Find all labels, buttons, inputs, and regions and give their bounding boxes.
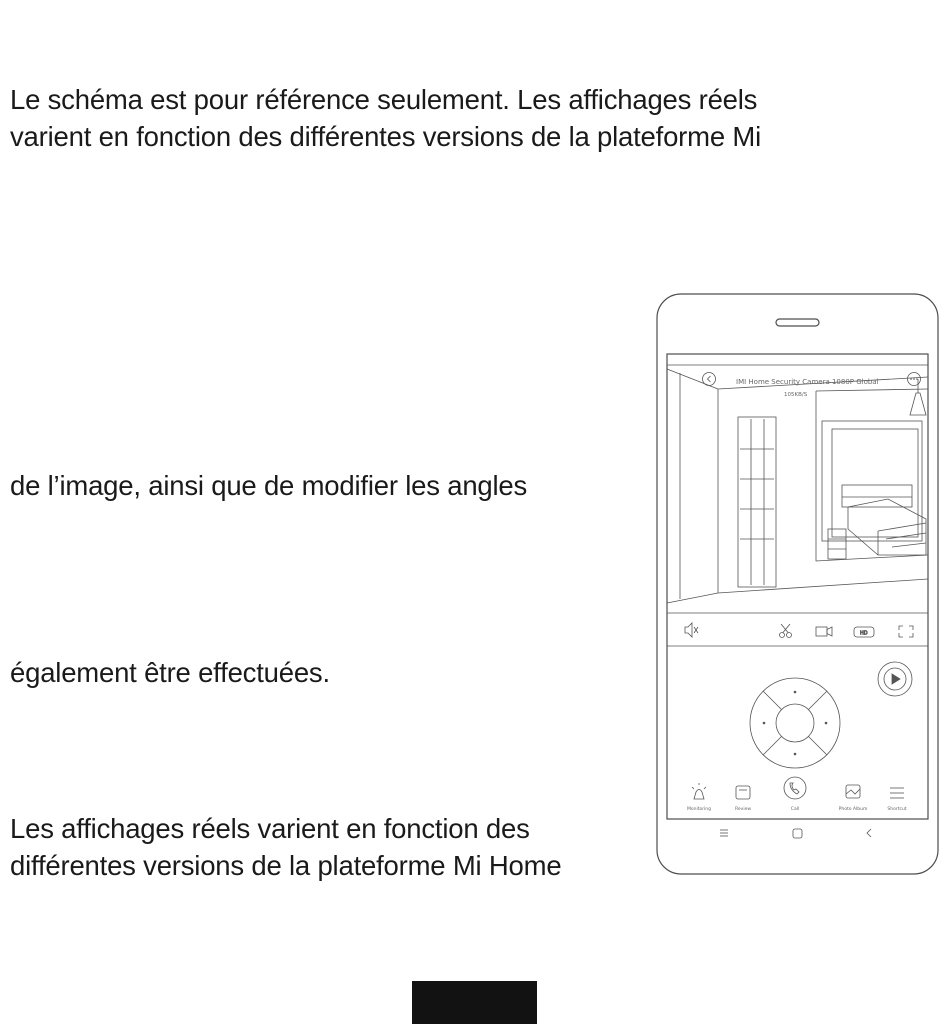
note-paragraph xyxy=(10,810,561,884)
text-line: varient en fonction des différentes versions de la plateforme Mi xyxy=(10,121,761,152)
camera-title: IMI Home Security Camera 1080P Global xyxy=(736,378,879,386)
page-footer-tab xyxy=(412,981,537,1024)
phone-illustration xyxy=(656,293,939,875)
back-icon xyxy=(867,829,871,837)
tab-monitoring: Monitoring xyxy=(686,807,712,812)
video-camera-icon xyxy=(816,627,832,636)
review-icon xyxy=(736,786,750,799)
phone-screen xyxy=(667,354,928,819)
actions-paragraph xyxy=(10,654,330,691)
direction-pad xyxy=(750,678,840,768)
playback-icon xyxy=(878,662,912,696)
tab-photo-album: Photo Album xyxy=(838,807,868,812)
image-paragraph xyxy=(10,467,527,504)
menu-icon xyxy=(890,788,904,798)
fullscreen-icon xyxy=(899,626,913,637)
text-line: différentes versions de la plateforme Mi Home xyxy=(10,850,562,881)
tab-review: Review xyxy=(734,807,752,812)
hd-badge-icon xyxy=(854,627,874,637)
chevron-left-icon xyxy=(703,373,716,386)
text-line: de l’image, ainsi que de modifier les angles xyxy=(10,470,528,501)
home-icon xyxy=(793,829,802,838)
intro-paragraph xyxy=(10,81,761,155)
camera-view xyxy=(667,369,928,603)
recents-icon xyxy=(720,830,728,836)
bell-icon xyxy=(692,783,706,799)
speaker-slot xyxy=(776,319,819,326)
scissors-icon xyxy=(780,624,792,638)
text-line: également être effectuées. xyxy=(10,657,330,688)
photo-album-icon xyxy=(846,785,860,798)
tab-shortcut: Shortcut xyxy=(887,807,907,812)
tab-call: Call xyxy=(790,807,800,812)
text-line: Le schéma est pour référence seulement. Les affichages réels xyxy=(10,84,758,115)
svg-text:HD: HD xyxy=(860,630,868,637)
phone-call-icon xyxy=(784,777,806,799)
speaker-mute-icon xyxy=(685,623,698,637)
bitrate: 105KB/S xyxy=(784,392,808,398)
text-line: Les affichages réels varient en fonction des xyxy=(10,813,530,844)
